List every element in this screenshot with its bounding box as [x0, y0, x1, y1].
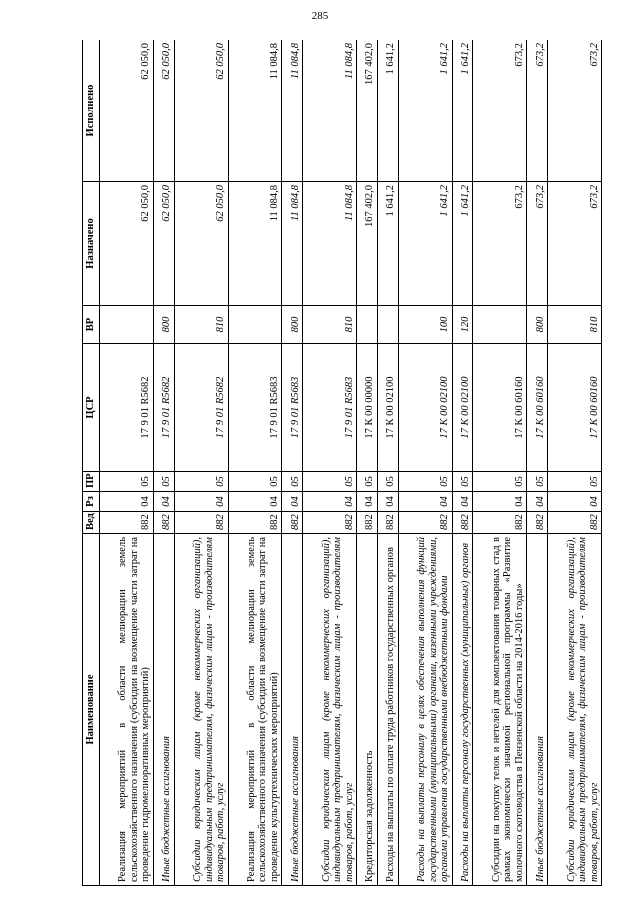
- table-row: [228, 40, 282, 886]
- cell-name: Субсидии на покупку телок и нетелей для комплектования товарных стад в рамках экономически значимой региональной программы «Развитие молочного скотоводства в Пензенской области на 2014-2016 годы»: [473, 534, 527, 886]
- cell-ved: 882: [100, 512, 154, 534]
- cell-isp: 11 084,8: [282, 40, 303, 182]
- cell-rz: 04: [228, 492, 282, 512]
- table-row: [153, 40, 174, 886]
- cell-vr: 100: [398, 306, 452, 344]
- cell-rz: 04: [473, 492, 527, 512]
- cell-name: Расходы на выплаты персоналу в целях обеспечения выполнения функций государственными (муниципальными) органами, казенными учреждениями, органами управления государственными внебюджетными фондами: [398, 534, 452, 886]
- cell-ved: 882: [452, 512, 473, 534]
- cell-pr: 05: [100, 472, 154, 492]
- cell-pr: 05: [548, 472, 602, 492]
- cell-naz: 1 641,2: [398, 182, 452, 306]
- cell-csr: 17 9 01 R5683: [228, 344, 282, 472]
- cell-ved: 882: [357, 512, 378, 534]
- table-row: [174, 40, 228, 886]
- cell-pr: 05: [153, 472, 174, 492]
- cell-naz: 673,2: [548, 182, 602, 306]
- cell-naz: 11 084,8: [303, 182, 357, 306]
- cell-rz: 04: [303, 492, 357, 512]
- cell-vr: [357, 306, 378, 344]
- cell-name: Реализация мероприятий в области мелиорации земель сельскохозяйственного назначения (субсидии на возмещение части затрат на проведение культуртехнических мероприятий): [228, 534, 282, 886]
- cell-pr: 05: [357, 472, 378, 492]
- cell-csr: 17 К 00 00000: [357, 344, 378, 472]
- table-header-row: [83, 40, 100, 886]
- cell-name: Субсидии юридическим лицам (кроме некоммерческих организаций), индивидуальным предпринимателям, физическим лицам - производителям товаров, работ, услуг: [174, 534, 228, 886]
- cell-isp: 62 050,0: [174, 40, 228, 182]
- cell-vr: [377, 306, 398, 344]
- cell-ved: 882: [377, 512, 398, 534]
- cell-pr: 05: [303, 472, 357, 492]
- cell-ved: 882: [473, 512, 527, 534]
- cell-pr: 05: [174, 472, 228, 492]
- cell-isp: 11 084,8: [228, 40, 282, 182]
- header-csr: ЦСР: [83, 344, 100, 472]
- header-vr: ВР: [83, 306, 100, 344]
- rotated-page-area: [82, 40, 602, 886]
- cell-naz: 1 641,2: [377, 182, 398, 306]
- header-naz: Назначено: [83, 182, 100, 306]
- cell-rz: 04: [282, 492, 303, 512]
- cell-csr: 17 9 01 R5683: [303, 344, 357, 472]
- cell-pr: 05: [398, 472, 452, 492]
- table-row: [100, 40, 154, 886]
- cell-naz: 11 084,8: [228, 182, 282, 306]
- header-name: Наименование: [83, 534, 100, 886]
- cell-rz: 04: [527, 492, 548, 512]
- cell-pr: 05: [473, 472, 527, 492]
- cell-vr: 810: [174, 306, 228, 344]
- cell-isp: 1 641,2: [452, 40, 473, 182]
- cell-csr: 17 9 01 R5682: [153, 344, 174, 472]
- cell-csr: 17 К 00 60160: [548, 344, 602, 472]
- cell-name: Расходы на выплаты по оплате труда работников государственных органов: [377, 534, 398, 886]
- cell-rz: 04: [548, 492, 602, 512]
- cell-naz: 1 641,2: [452, 182, 473, 306]
- table-row: [282, 40, 303, 886]
- page-number: 285: [311, 10, 329, 22]
- cell-ved: 882: [153, 512, 174, 534]
- cell-naz: 11 084,8: [282, 182, 303, 306]
- cell-isp: 62 050,0: [153, 40, 174, 182]
- cell-pr: 05: [377, 472, 398, 492]
- header-rz: Рз: [83, 492, 100, 512]
- table-row: [548, 40, 602, 886]
- cell-vr: [473, 306, 527, 344]
- cell-ved: 882: [174, 512, 228, 534]
- cell-isp: 167 402,0: [357, 40, 378, 182]
- cell-isp: 673,2: [527, 40, 548, 182]
- cell-vr: 800: [282, 306, 303, 344]
- cell-pr: 05: [527, 472, 548, 492]
- cell-vr: 800: [153, 306, 174, 344]
- cell-naz: 62 050,0: [174, 182, 228, 306]
- cell-ved: 882: [398, 512, 452, 534]
- cell-rz: 04: [357, 492, 378, 512]
- cell-vr: 810: [548, 306, 602, 344]
- cell-naz: 62 050,0: [100, 182, 154, 306]
- cell-name: Иные бюджетные ассигнования: [153, 534, 174, 886]
- cell-csr: 17 К 00 02100: [398, 344, 452, 472]
- cell-name: Иные бюджетные ассигнования: [282, 534, 303, 886]
- header-ved: Вед: [83, 512, 100, 534]
- cell-name: Реализация мероприятий в области мелиорации земель сельскохозяйственного назначения (субсидии на возмещение части затрат на проведение гидромелиоративных мероприятий): [100, 534, 154, 886]
- cell-isp: 673,2: [548, 40, 602, 182]
- cell-ved: 882: [527, 512, 548, 534]
- table-row: [357, 40, 378, 886]
- cell-rz: 04: [174, 492, 228, 512]
- cell-isp: 11 084,8: [303, 40, 357, 182]
- cell-csr: 17 9 01 R5682: [100, 344, 154, 472]
- cell-name: Субсидии юридическим лицам (кроме некоммерческих организаций), индивидуальным предпринимателям, физическим лицам - производителям товаров, работ, услуг: [303, 534, 357, 886]
- table-row: [473, 40, 527, 886]
- table-row: [398, 40, 452, 886]
- cell-vr: [100, 306, 154, 344]
- rotated-table-container: [82, 40, 602, 886]
- cell-csr: 17 9 01 R5682: [174, 344, 228, 472]
- cell-isp: 673,2: [473, 40, 527, 182]
- cell-isp: 1 641,2: [398, 40, 452, 182]
- cell-csr: 17 К 00 02100: [452, 344, 473, 472]
- cell-name: Расходы на выплаты персоналу государственных (муниципальных) органов: [452, 534, 473, 886]
- cell-vr: 120: [452, 306, 473, 344]
- cell-pr: 05: [282, 472, 303, 492]
- cell-ved: 882: [303, 512, 357, 534]
- cell-pr: 05: [452, 472, 473, 492]
- cell-ved: 882: [228, 512, 282, 534]
- cell-csr: 17 9 01 R5683: [282, 344, 303, 472]
- cell-naz: 167 402,0: [357, 182, 378, 306]
- table-row: [303, 40, 357, 886]
- cell-vr: 810: [303, 306, 357, 344]
- cell-ved: 882: [548, 512, 602, 534]
- cell-name: Кредиторская задолженность: [357, 534, 378, 886]
- cell-vr: 800: [527, 306, 548, 344]
- cell-csr: 17 К 00 02100: [377, 344, 398, 472]
- cell-name: Субсидии юридическим лицам (кроме некоммерческих организаций), индивидуальным предпринимателям, физическим лицам - производителям товаров, работ, услуг: [548, 534, 602, 886]
- cell-csr: 17 К 00 60160: [473, 344, 527, 472]
- cell-rz: 04: [100, 492, 154, 512]
- cell-isp: 62 050,0: [100, 40, 154, 182]
- header-pr: ПР: [83, 472, 100, 492]
- cell-naz: 62 050,0: [153, 182, 174, 306]
- cell-rz: 04: [153, 492, 174, 512]
- cell-naz: 673,2: [473, 182, 527, 306]
- cell-pr: 05: [228, 472, 282, 492]
- cell-vr: [228, 306, 282, 344]
- cell-ved: 882: [282, 512, 303, 534]
- cell-isp: 1 641,2: [377, 40, 398, 182]
- header-isp: Исполнено: [83, 40, 100, 182]
- cell-naz: 673,2: [527, 182, 548, 306]
- cell-csr: 17 К 00 60160: [527, 344, 548, 472]
- table-row: [377, 40, 398, 886]
- cell-name: Иные бюджетные ассигнования: [527, 534, 548, 886]
- table-row: [452, 40, 473, 886]
- budget-table: [82, 40, 602, 886]
- cell-rz: 04: [377, 492, 398, 512]
- table-row: [527, 40, 548, 886]
- cell-rz: 04: [398, 492, 452, 512]
- cell-rz: 04: [452, 492, 473, 512]
